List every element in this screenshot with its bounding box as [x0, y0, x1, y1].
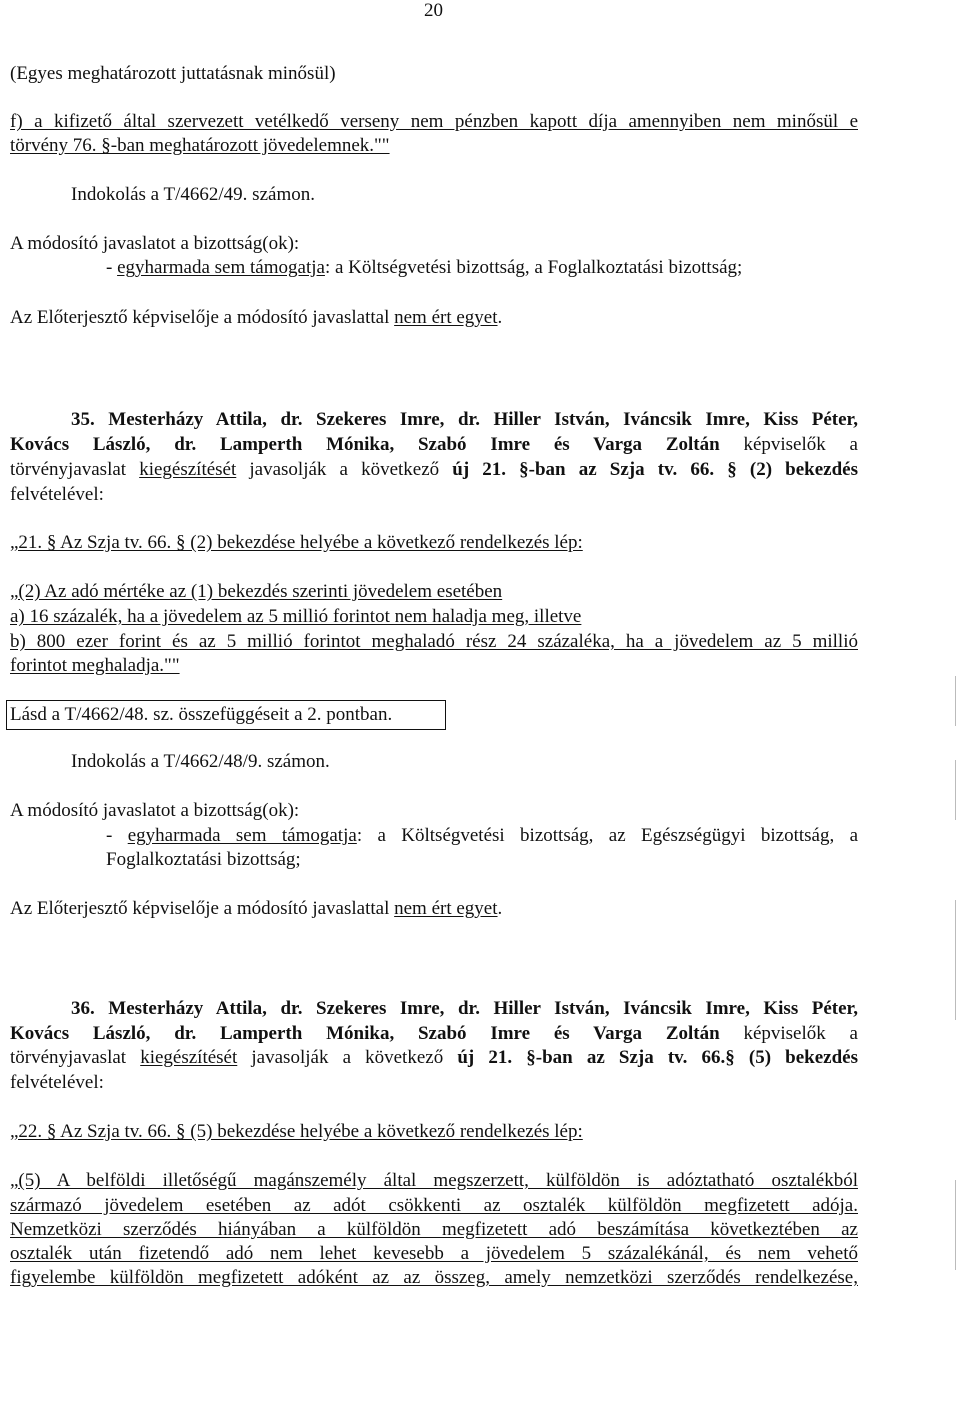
committee-support-line [106, 256, 742, 280]
item-35-proposal-end: felvételével: [10, 484, 104, 505]
item-35-supplement: kiegészítését [139, 459, 237, 480]
justification-ref: Indokolás a T/4662/49. számon. [71, 184, 315, 205]
item-35-section: „21. § Az Szja tv. 66. § (2) bekezdése helyébe a következő rendelkezés lép: [10, 532, 583, 553]
item-36-paragraph-line-5: figyelembe külföldön megfizetett adóként az az összeg, amely nemzetközi szerződés rendelkezése, [10, 1267, 858, 1288]
item-35-authors: Kovács László, dr. Lamperth Mónika, Szabó Imre és Varga Zoltán [10, 434, 720, 455]
item-36-paragraph-line-2: származó jövedelem esetében az adót csökkenti az osztalék külföldön megfizetett adója. [10, 1195, 858, 1216]
item-36-proposal-end: felvételével: [10, 1072, 104, 1093]
item-36-proposal-line [10, 1046, 858, 1070]
item-35-committee-heading: A módosító javaslatot a bizottság(ok): [10, 800, 300, 821]
dash: - [106, 825, 128, 846]
item-35-authors-role: képviselők a [719, 434, 858, 455]
item-35-presenter-opinion [10, 897, 502, 921]
scan-mark [955, 676, 956, 726]
item-35-paragraph-2: „(2) Az adó mértéke az (1) bekezdés szerinti jövedelem esetében [10, 581, 503, 602]
item-36-paragraph-line-1: „(5) A belföldi illetőségű magánszemély által megszerzett, külföldön is adóztatható osztalékból [10, 1170, 858, 1191]
item-35-justification-ref: Indokolás a T/4662/48/9. számon. [71, 751, 330, 772]
support-status: egyharmada sem támogatja [117, 257, 325, 278]
scan-mark [955, 1180, 956, 1270]
item-36-proposal-target: új 21. §-ban az Szja tv. 66.§ (5) bekezdés [457, 1047, 858, 1068]
presenter-opinion-text: Az Előterjesztő képviselője a módosító javaslattal [10, 307, 395, 328]
item-35-presenter-opinion-text: Az Előterjesztő képviselője a módosító javaslattal [10, 898, 395, 919]
item-35-proposal-target: új 21. §-ban az Szja tv. 66. § (2) bekezdés [452, 459, 858, 480]
presenter-opinion [10, 306, 502, 330]
committee-heading: A módosító javaslatot a bizottság(ok): [10, 233, 300, 254]
item-36-authors-role: képviselők a [719, 1023, 858, 1044]
section-heading: (Egyes meghatározott juttatásnak minősül) [10, 63, 336, 84]
item-35-presenter-opinion-status: nem ért egyet [394, 898, 498, 919]
item-35-point-b: b) 800 ezer forint és az 5 millió forintot meghaladó rész 24 százaléka, ha a jövedelem az 5 millió [10, 631, 858, 652]
item-35-authors-line-2 [10, 433, 858, 457]
item-36-authors-line-2 [10, 1022, 858, 1046]
item-36-authors-line-1: 36. Mesterházy Attila, dr. Szekeres Imre, dr. Hiller István, Iváncsik Imre, Kiss Péter, [71, 998, 858, 1019]
presenter-opinion-end: . [497, 307, 503, 328]
item-36-authors: Kovács László, dr. Lamperth Mónika, Szabó Imre és Varga Zoltán [10, 1023, 720, 1044]
item-36-proposal-text: javasolják a következő [237, 1047, 458, 1068]
item-36-paragraph-line-3: Nemzetközi szerződés hiányában a külföldön megfizetett adó beszámítása következtében az [10, 1219, 858, 1240]
scan-mark [955, 760, 956, 820]
presenter-opinion-status: nem ért egyet [394, 307, 498, 328]
item-35-bill: törvényjavaslat [10, 459, 140, 480]
page-number: 20 [424, 0, 443, 21]
item-35-committee-list: : a Költségvetési bizottság, az Egészségügyi bizottság, a [356, 825, 859, 846]
item-35-point-a: a) 16 százalék, ha a jövedelem az 5 millió forintot nem haladja meg, illetve [10, 606, 582, 627]
cross-reference-text: Lásd a T/4662/48. sz. összefüggéseit a 2. pontban. [10, 704, 393, 725]
point-f-line-2: törvény 76. §-ban meghatározott jövedelemnek."" [10, 135, 390, 156]
point-f-line-1: f) a kifizető által szervezett vetélkedő verseny nem pénzben kapott díja amennyiben nem minősül e [10, 111, 858, 132]
item-35-support-status: egyharmada sem támogatja [127, 825, 357, 846]
item-35-proposal-text: javasolják a következő [236, 459, 453, 480]
item-36-supplement: kiegészítését [140, 1047, 238, 1068]
item-36-bill: törvényjavaslat [10, 1047, 141, 1068]
committee-list: : a Költségvetési bizottság, a Foglalkoztatási bizottság; [324, 257, 743, 278]
dash: - [106, 257, 118, 278]
item-35-proposal-line [10, 458, 858, 482]
item-35-presenter-opinion-end: . [497, 898, 503, 919]
scan-mark [955, 900, 956, 1020]
item-35-committee-support-line [106, 824, 858, 848]
item-35-authors-line-1: 35. Mesterházy Attila, dr. Szekeres Imre, dr. Hiller István, Iváncsik Imre, Kiss Péter, [71, 409, 858, 430]
item-35-point-b-end: forintot meghaladja."" [10, 655, 180, 676]
item-35-committee-list-end: Foglalkoztatási bizottság; [106, 849, 301, 870]
item-36-section: „22. § Az Szja tv. 66. § (5) bekezdése helyébe a következő rendelkezés lép: [10, 1121, 583, 1142]
item-36-paragraph-line-4: osztalék után fizetendő adó nem lehet kevesebb a jövedelem 5 százalékánál, és nem vehető [10, 1243, 858, 1264]
